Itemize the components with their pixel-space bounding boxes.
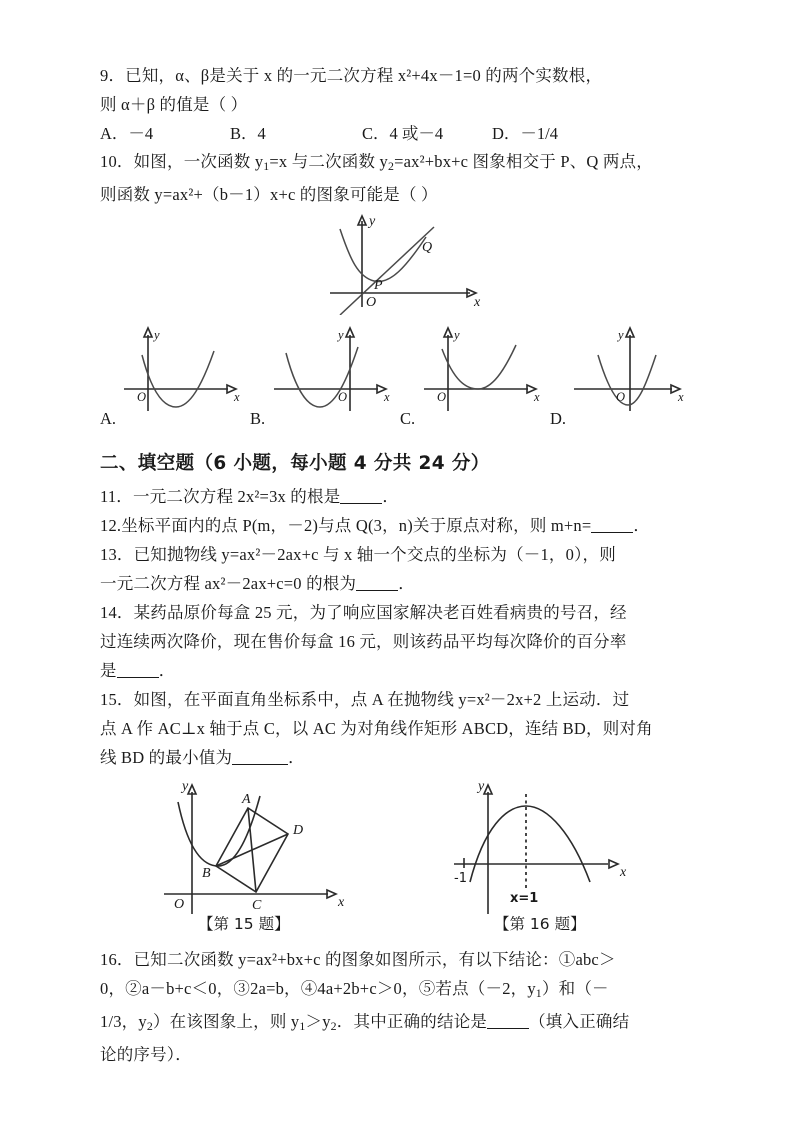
q10-sub-1: 1 [263,158,270,173]
figure-15-point-d: D [293,822,304,838]
choice-b-x-label: x [384,389,390,404]
answer-blank-14[interactable] [117,662,159,678]
option-a[interactable]: A．－4 [100,124,154,143]
figure-15 [160,778,350,933]
choice-b-graph [268,319,400,419]
question-15-line-1: 15．如图，在平面直角坐标系中，点 A 在抛物线 y=x²－2x+2 上运动．过 [100,689,630,709]
question-15-line-2: 点 A 作 AC⊥x 轴于点 C，以 AC 为对角线作矩形 ABCD，连结 BD，则对角 [100,718,653,738]
figure-15-point-c: C [252,897,262,913]
question-16-line-4: 论的序号）． [100,1044,192,1064]
q16-sub-y1: 1 [535,985,542,1000]
y-axis-label: y [369,213,376,229]
question-10-main-figure [100,211,710,315]
choice-a-origin-label: O [137,389,147,404]
question-15-text-3: 线 BD 的最小值为 [100,747,233,767]
question-9-line-1: 9．已知，α、β是关于 x 的一元二次方程 x²+4x－1=0 的两个实数根， [100,66,603,85]
question-11: 11．一元二次方程 2x²=3x 的根是 ． [100,486,400,506]
q16-sub-y1b: 1 [299,1018,306,1033]
answer-blank-15[interactable] [232,749,288,765]
question-15-line-3: 线 BD 的最小值为 ． [100,747,305,767]
choice-d-graph [568,319,700,419]
figure-16-caption: 【第 16 题】 [494,914,586,933]
page-content [100,62,710,1070]
figure-15-x-label: x [338,894,345,910]
q10-text-b: =x 与二次函数 y [269,152,388,171]
choice-b-origin-label: O [338,389,348,404]
q16-text-3a: 1/3，y [100,1011,147,1031]
choice-d-label: D. [550,408,567,428]
q16-sub-y2: 2 [146,1018,153,1033]
choice-c[interactable] [400,319,550,431]
choice-c-label: C. [400,408,416,428]
figure-15-point-b: B [202,865,211,881]
question-9-line-2: 则 α＋β 的值是（ ） [100,95,248,114]
question-9-options [100,120,710,148]
figure-16-x-label: x [620,864,627,880]
x-axis-label: x [474,294,481,310]
point-p-label: P [374,277,383,293]
option-c[interactable]: C．4 或－4 [362,124,444,143]
q16-text-3e: （填入正确结 [529,1011,630,1031]
option-d[interactable]: D．－1/4 [492,124,558,143]
choice-d-x-label: x [678,389,684,404]
choice-c-graph [418,319,550,419]
question-16-line-3 [100,1008,710,1040]
question-16-line-2 [100,975,710,1007]
choice-a-label: A. [100,408,117,428]
choice-b-label: B. [250,408,266,428]
choice-b[interactable] [250,319,400,431]
choice-a[interactable] [100,319,250,431]
choice-a-x-label: x [234,389,240,404]
q10-text-a: 10．如图，一次函数 y [100,152,264,171]
question-13-line-1: 13．已知抛物线 y=ax²－2ax+c 与 x 轴一个交点的坐标为（－1，0），则 [100,544,616,564]
choice-b-y-label: y [338,327,344,342]
choice-c-origin-label: O [437,389,447,404]
figure-16 [450,778,650,933]
figure-16-axis-label: x=1 [510,890,539,906]
figure-16-tick-label: -1 [454,870,467,886]
question-10-line-1 [100,148,710,180]
q16-text-3c: ＞y [305,1011,331,1031]
question-13-line-2: 一元二次方程 ax²－2ax+c=0 的根为 ． [100,573,415,593]
answer-blank-12[interactable] [591,517,633,533]
question-10-line-2: 则函数 y=ax²+（b－1）x+c 的图象可能是（ ） [100,184,438,204]
figure-16-graph [450,778,650,918]
answer-blank-13[interactable] [356,575,398,591]
q10-sub-2: 2 [387,158,395,173]
question-11-text: 11．一元二次方程 2x²=3x 的根是 [100,486,341,506]
answer-blank-16[interactable] [487,1013,529,1029]
figures-15-16 [100,778,710,946]
point-q-label: Q [422,239,433,255]
choice-a-y-label: y [154,327,160,342]
figure-15-origin-label: O [174,896,185,912]
figure-15-y-label: y [182,778,189,794]
question-10-choices [100,319,710,431]
figure-15-graph [160,778,350,918]
q16-text-3d: ．其中正确的结论是 [336,1011,488,1031]
figure-15-point-a: A [242,791,251,807]
question-14-line-3: 是 ． [100,660,176,680]
graph-line-parabola-intersection [322,211,492,315]
figure-16-y-label: y [478,778,485,794]
choice-a-graph [118,319,250,419]
section-2-title: 二、填空题（6 小题，每小题 4 分共 24 分） [100,452,490,474]
option-b[interactable]: B．4 [230,124,266,143]
question-12-text: 12.坐标平面内的点 P(m，－2)与点 Q(3，n)关于原点对称，则 m+n= [100,515,592,535]
question-14-text-3: 是 [100,660,117,680]
origin-label: O [366,294,377,310]
answer-blank-11[interactable] [340,488,382,504]
choice-c-x-label: x [534,389,540,404]
choice-d[interactable] [550,319,700,431]
choice-d-origin-label: O [616,389,626,404]
figure-15-caption: 【第 15 题】 [198,914,290,933]
q16-text-2b: ）和（－ [541,978,609,998]
question-16-line-1: 16．已知二次函数 y=ax²+bx+c 的图象如图所示，有以下结论：①abc＞ [100,949,616,969]
choice-d-y-label: y [618,327,624,342]
question-12: 12.坐标平面内的点 P(m，－2)与点 Q(3，n)关于原点对称，则 m+n= ． [100,515,651,535]
q10-text-c: =ax²+bx+c 图象相交于 P、Q 两点， [394,152,653,171]
choice-c-y-label: y [454,327,460,342]
q16-sub-y2b: 2 [330,1018,337,1033]
question-13-text-2: 一元二次方程 ax²－2ax+c=0 的根为 [100,573,357,593]
question-14-line-1: 14．某药品原价每盒 25 元，为了响应国家解决老百姓看病贵的号召，经 [100,602,627,622]
question-14-line-2: 过连续两次降价，现在售价每盒 16 元，则该药品平均每次降价的百分率 [100,631,627,651]
q16-text-2a: 0，②a－b+c＜0，③2a=b，④4a+2b+c＞0，⑤若点（－2，y [100,978,536,998]
q16-text-3b: ）在该图象上，则 y [152,1011,300,1031]
